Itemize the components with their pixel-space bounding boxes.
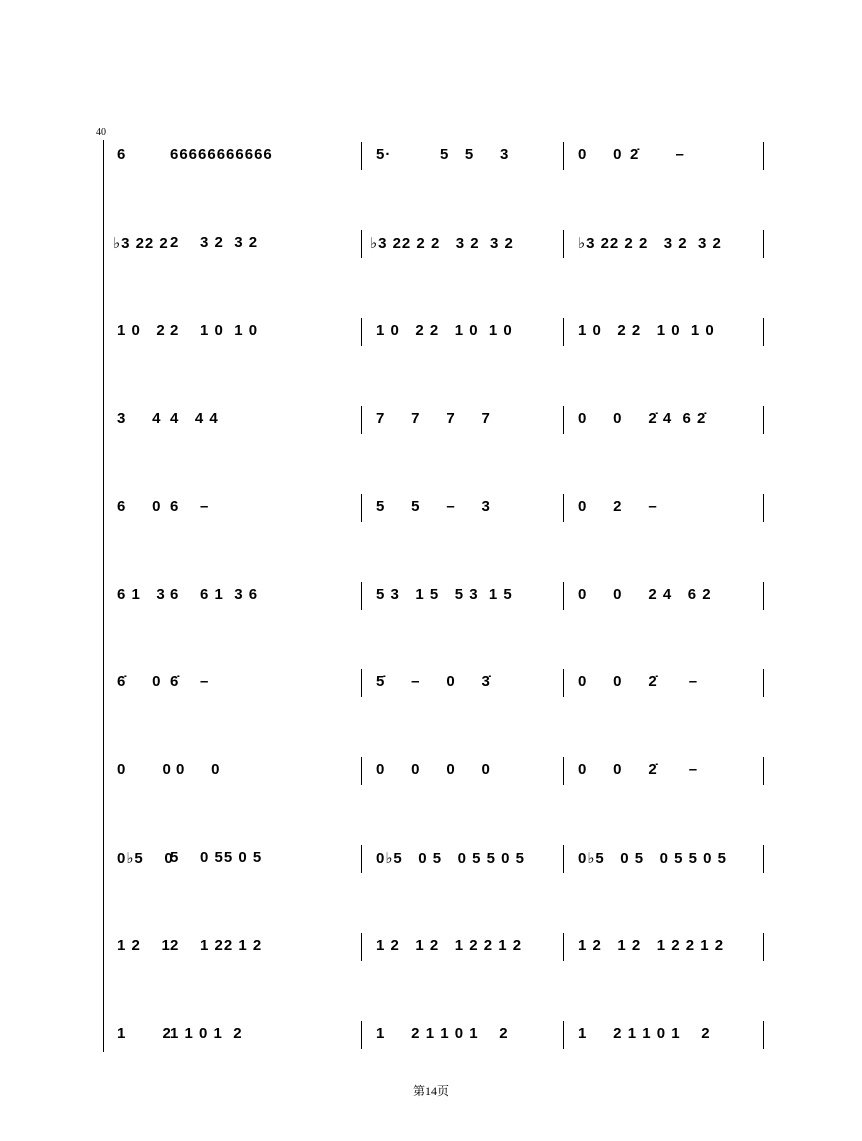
note-group: 0 0 2̇ 4 6 2̇ — [578, 410, 707, 427]
note-group: 1 2 1 — [117, 937, 171, 954]
note-group: 5 3 1 5 5 3 1 5 — [376, 586, 513, 603]
note-group: ♭3 22 2 — [113, 235, 169, 252]
note-group: 2 3 2 3 2 — [170, 234, 259, 251]
note-group: 1 2 — [117, 1025, 172, 1042]
bar-line — [361, 582, 362, 610]
note-group: 66666666666 — [170, 146, 273, 163]
measure-number: 40 — [96, 127, 106, 138]
note-group: 2 1 22 1 2 — [170, 937, 263, 954]
bar-line — [763, 1021, 764, 1049]
bar-line — [763, 669, 764, 697]
bar-line — [563, 230, 564, 258]
bar-line — [563, 494, 564, 522]
page-footer: 第14页 — [412, 1084, 449, 1098]
bar-line — [763, 582, 764, 610]
bar-line — [763, 845, 764, 873]
note-group: ♭3 22 2 2 3 2 3 2 — [578, 235, 722, 252]
bar-line — [361, 757, 362, 785]
bar-line — [563, 845, 564, 873]
note-group: 4 4 4 — [170, 410, 219, 427]
bar-line — [763, 933, 764, 961]
note-group: 0♭5 0 5 0 5 5 0 5 — [376, 850, 525, 867]
bar-line — [361, 669, 362, 697]
bar-line — [563, 757, 564, 785]
bar-line — [563, 318, 564, 346]
note-group: 1 1 0 1 2 — [170, 1025, 243, 1042]
note-group: 5· — [376, 146, 392, 163]
note-group: 0 0 0 0 — [376, 761, 491, 778]
note-group: 0♭5 0 5 0 5 5 0 5 — [578, 850, 727, 867]
note-group: 6 1 3 — [117, 586, 166, 603]
bar-line — [763, 757, 764, 785]
bar-line — [361, 1021, 362, 1049]
bar-line — [361, 318, 362, 346]
bar-line — [563, 582, 564, 610]
note-group: 6 0 — [117, 498, 162, 515]
bar-line — [361, 406, 362, 434]
bar-line — [763, 494, 764, 522]
note-group: 1 2 1 1 0 1 2 — [578, 1025, 711, 1042]
note-group: 1 0 2 — [117, 322, 166, 339]
bar-line — [361, 142, 362, 170]
system-bracket-line — [103, 140, 104, 1052]
note-group: ♭3 22 2 2 3 2 3 2 — [370, 235, 514, 252]
bar-line — [361, 845, 362, 873]
bar-line — [563, 1021, 564, 1049]
bar-line — [563, 669, 564, 697]
bar-line — [563, 933, 564, 961]
note-group: 2 1 0 1 0 — [170, 322, 259, 339]
bar-line — [763, 406, 764, 434]
bar-line — [763, 230, 764, 258]
note-group: 1 0 2 2 1 0 1 0 — [376, 322, 513, 339]
note-group: 5̇ – 0 3̇ — [376, 673, 491, 690]
note-group: 5 5 3 — [440, 146, 510, 163]
note-group: 2̇ – — [630, 146, 685, 163]
note-group: 0 0 2 4 6 2 — [578, 586, 712, 603]
note-group: 6 6 1 3 6 — [170, 586, 259, 603]
note-group: 0 0 — [578, 146, 623, 163]
note-group: 0 0 — [176, 761, 221, 778]
note-group: 0 0 2̇ – — [578, 673, 699, 690]
note-group: 5 0 55 0 5 — [170, 849, 263, 866]
bar-line — [763, 142, 764, 170]
bar-line — [563, 406, 564, 434]
bar-line — [361, 933, 362, 961]
note-group: 0 0 2̇ – — [578, 761, 699, 778]
bar-line — [563, 142, 564, 170]
note-group: 7 7 7 7 — [376, 410, 491, 427]
note-group: 0 2 – — [578, 498, 658, 515]
note-group: 1 2 1 2 1 2 2 1 2 — [376, 937, 523, 954]
note-group: 1 2 1 1 0 1 2 — [376, 1025, 509, 1042]
note-group: 6̇ – — [170, 673, 210, 690]
note-group: 1 2 1 2 1 2 2 1 2 — [578, 937, 725, 954]
note-group: 3 4 — [117, 410, 162, 427]
note-group: 6̇ 0 — [117, 673, 162, 690]
note-group: 1 0 2 2 1 0 1 0 — [578, 322, 715, 339]
bar-line — [361, 230, 362, 258]
note-group: 0 0 — [117, 761, 172, 778]
bar-line — [763, 318, 764, 346]
note-group: 6 – — [170, 498, 210, 515]
note-group: 5 5 – 3 — [376, 498, 491, 515]
note-group: 6 — [117, 146, 127, 163]
bar-line — [361, 494, 362, 522]
note-group: 0♭5 0 — [117, 850, 174, 867]
